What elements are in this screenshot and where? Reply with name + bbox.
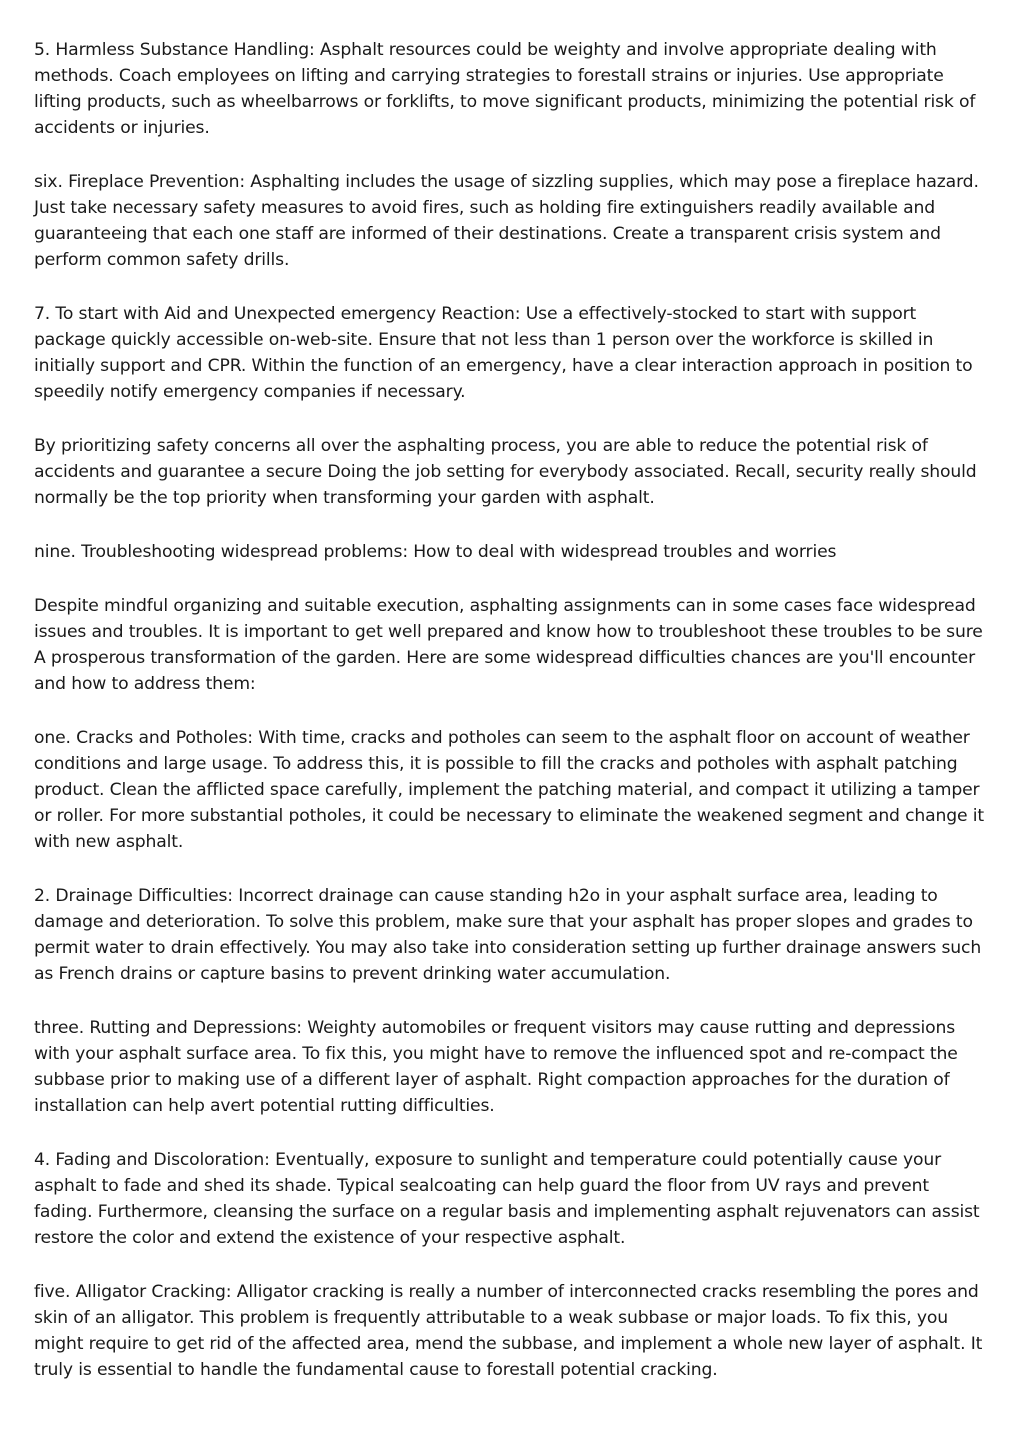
paragraph-safe-material-handling: 5. Harmless Substance Handling: Asphalt resources could be weighty and involve appropriate dealing with methods. Coach employees on lifting and carrying strategies to forestall strains or injuries. Use appropriate lifting products, such as wheelbarrows or forklifts, to move significant products, minimizing the potential risk of accidents or injuries. [34,40,976,138]
paragraph-fading: 4. Fading and Discoloration: Eventually, exposure to sunlight and temperature could potentially cause your asphalt to fade and shed its shade. Typical sealcoating can help guard the floor from UV rays and prevent fading. Furthermore, cleansing the surface on a regular basis and implementing asphalt rejuvenators can assist restore the color and extend the existence of your respective asphalt. [34,1150,980,1248]
paragraph-safety-conclusion: By prioritizing safety concerns all over the asphalting process, you are able to reduce the potential risk of accidents and guarantee a secure Doing the job setting for everybody associated. Recall, security really should normally be the top priority when transforming your garden with asphalt. [34,436,977,508]
paragraph-fire-prevention: six. Fireplace Prevention: Asphalting includes the usage of sizzling supplies, which may pose a fireplace hazard. Just take necessary safety measures to avoid fires, such as holding fire extinguishers readily available and guaranteeing that each one staff are informed of their destinations. Create a transparent crisis system and perform common safety drills. [34,172,979,270]
document-body [34,37,992,1411]
paragraph-rutting: three. Rutting and Depressions: Weighty automobiles or frequent visitors may cause rutting and depressions with your asphalt surface area. To fix this, you might have to remove the influenced spot and re-compact the subbase prior to making use of a different layer of asphalt. Right compaction approaches for the duration of installation can help avert potential rutting difficulties. [34,1018,958,1116]
section-heading-troubleshooting: nine. Troubleshooting widespread problems: How to deal with widespread troubles and worries [34,542,837,562]
paragraph-drainage: 2. Drainage Difficulties: Incorrect drainage can cause standing h2o in your asphalt surface area, leading to damage and deterioration. To solve this problem, make sure that your asphalt has proper slopes and grades to permit water to drain effectively. You may also take into consideration setting up further drainage answers such as French drains or capture basins to prevent drinking water accumulation. [34,886,982,984]
paragraph-first-aid-emergency: 7. To start with Aid and Unexpected emergency Reaction: Use a effectively-stocked to start with support package quickly accessible on-web-site. Ensure that not less than 1 person over the workforce is skilled in initially support and CPR. Within the function of an emergency, have a clear interaction approach in position to speedily notify emergency companies if necessary. [34,304,973,402]
paragraph-cracks-potholes: one. Cracks and Potholes: With time, cracks and potholes can seem to the asphalt floor on account of weather conditions and large usage. To address this, it is possible to fill the cracks and potholes with asphalt patching product. Clean the afflicted space carefully, implement the patching material, and compact it utilizing a tamper or roller. For more substantial potholes, it could be necessary to eliminate the weakened segment and change it with new asphalt. [34,728,985,852]
paragraph-troubleshooting-intro: Despite mindful organizing and suitable execution, asphalting assignments can in some cases face widespread issues and troubles. It is important to get well prepared and know how to troubleshoot these troubles to be sure A prosperous transformation of the garden. Here are some widespread difficulties chances are you'll encounter and how to address them: [34,596,983,694]
paragraph-alligator-cracking: five. Alligator Cracking: Alligator cracking is really a number of interconnected cracks resembling the pores and skin of an alligator. This problem is frequently attributable to a weak subbase or major loads. To fix this, you might require to get rid of the affected area, mend the subbase, and implement a whole new layer of asphalt. It truly is essential to handle the fundamental cause to forestall potential cracking. [34,1282,983,1380]
